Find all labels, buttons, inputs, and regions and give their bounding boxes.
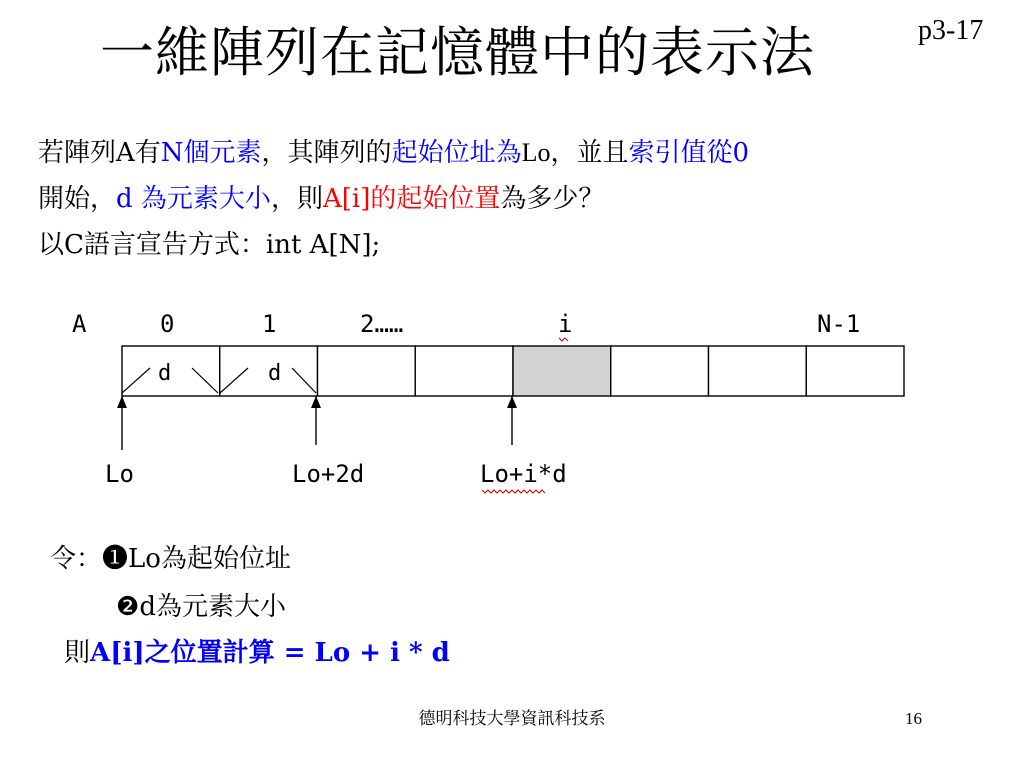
element-position-text: A[i]的起始位置 — [322, 184, 501, 214]
cell-size-label-1: d — [268, 361, 282, 386]
formula-text: A[i]之位置計算 = Lo + i * d — [90, 638, 450, 668]
page-reference: p3-17 — [918, 15, 984, 46]
intro-text: 為多少？ — [500, 184, 605, 214]
array-cell-7 — [806, 346, 904, 396]
pointer-label-lo-i-d: Lo+i*d — [480, 460, 567, 488]
let-prefix: 令： — [50, 544, 103, 574]
definition-text-1: Lo為起始位址 — [128, 544, 291, 574]
lo-text: Lo — [521, 138, 551, 167]
formula-prefix: 則 — [64, 638, 91, 668]
index-label-1: 1 — [262, 310, 277, 338]
array-cell-6 — [709, 346, 807, 396]
declaration-line: 以C語言宣告方式：int A[N]; — [38, 230, 381, 260]
slide-title: 一維陣列在記憶體中的表示法 — [100, 21, 815, 84]
intro-text: ，並且 — [550, 138, 629, 168]
pointer-label-lo: Lo — [105, 460, 134, 488]
pointer-label-lo-2d: Lo+2d — [292, 460, 365, 488]
number-two-marker: ❷ — [116, 592, 140, 622]
formula-line — [64, 636, 450, 670]
intro-text: ，則 — [270, 184, 323, 214]
index-i-squiggle — [559, 338, 568, 341]
definition-line-2 — [116, 590, 286, 624]
definition-line-1 — [50, 542, 291, 576]
intro-line-1 — [38, 136, 749, 170]
definition-text-2: d為元素大小 — [139, 592, 286, 622]
pointer-label-squiggle — [482, 490, 545, 493]
array-cell-2 — [318, 346, 416, 396]
number-one-marker: ❶ — [102, 544, 129, 574]
footer-school-name: 德明科技大學資訊科技系 — [418, 709, 606, 729]
intro-text: ，其陣列的 — [261, 138, 392, 168]
array-name-label: A — [72, 310, 87, 338]
element-count-text: N個元素 — [160, 138, 262, 168]
memory-array-diagram — [60, 300, 940, 500]
index-label-i: i — [558, 310, 573, 338]
start-address-text: 起始位址為 — [391, 138, 522, 168]
intro-text: 開始， — [38, 184, 117, 214]
intro-text: 若陣列A有 — [38, 138, 161, 168]
cell-size-label-0: d — [158, 361, 172, 386]
array-cell-5 — [611, 346, 709, 396]
index-label-0: 0 — [160, 310, 175, 338]
element-size-text: d 為元素大小 — [116, 184, 271, 214]
array-cell-3 — [415, 346, 513, 396]
index-start-text: 索引值從0 — [628, 138, 750, 168]
index-label-2: 2…… — [360, 310, 404, 338]
index-label-n-1: N-1 — [817, 310, 861, 338]
footer-page-number: 16 — [905, 709, 922, 728]
intro-line-2 — [38, 182, 604, 216]
array-cell-4 — [513, 346, 611, 396]
array-cells — [122, 346, 904, 396]
